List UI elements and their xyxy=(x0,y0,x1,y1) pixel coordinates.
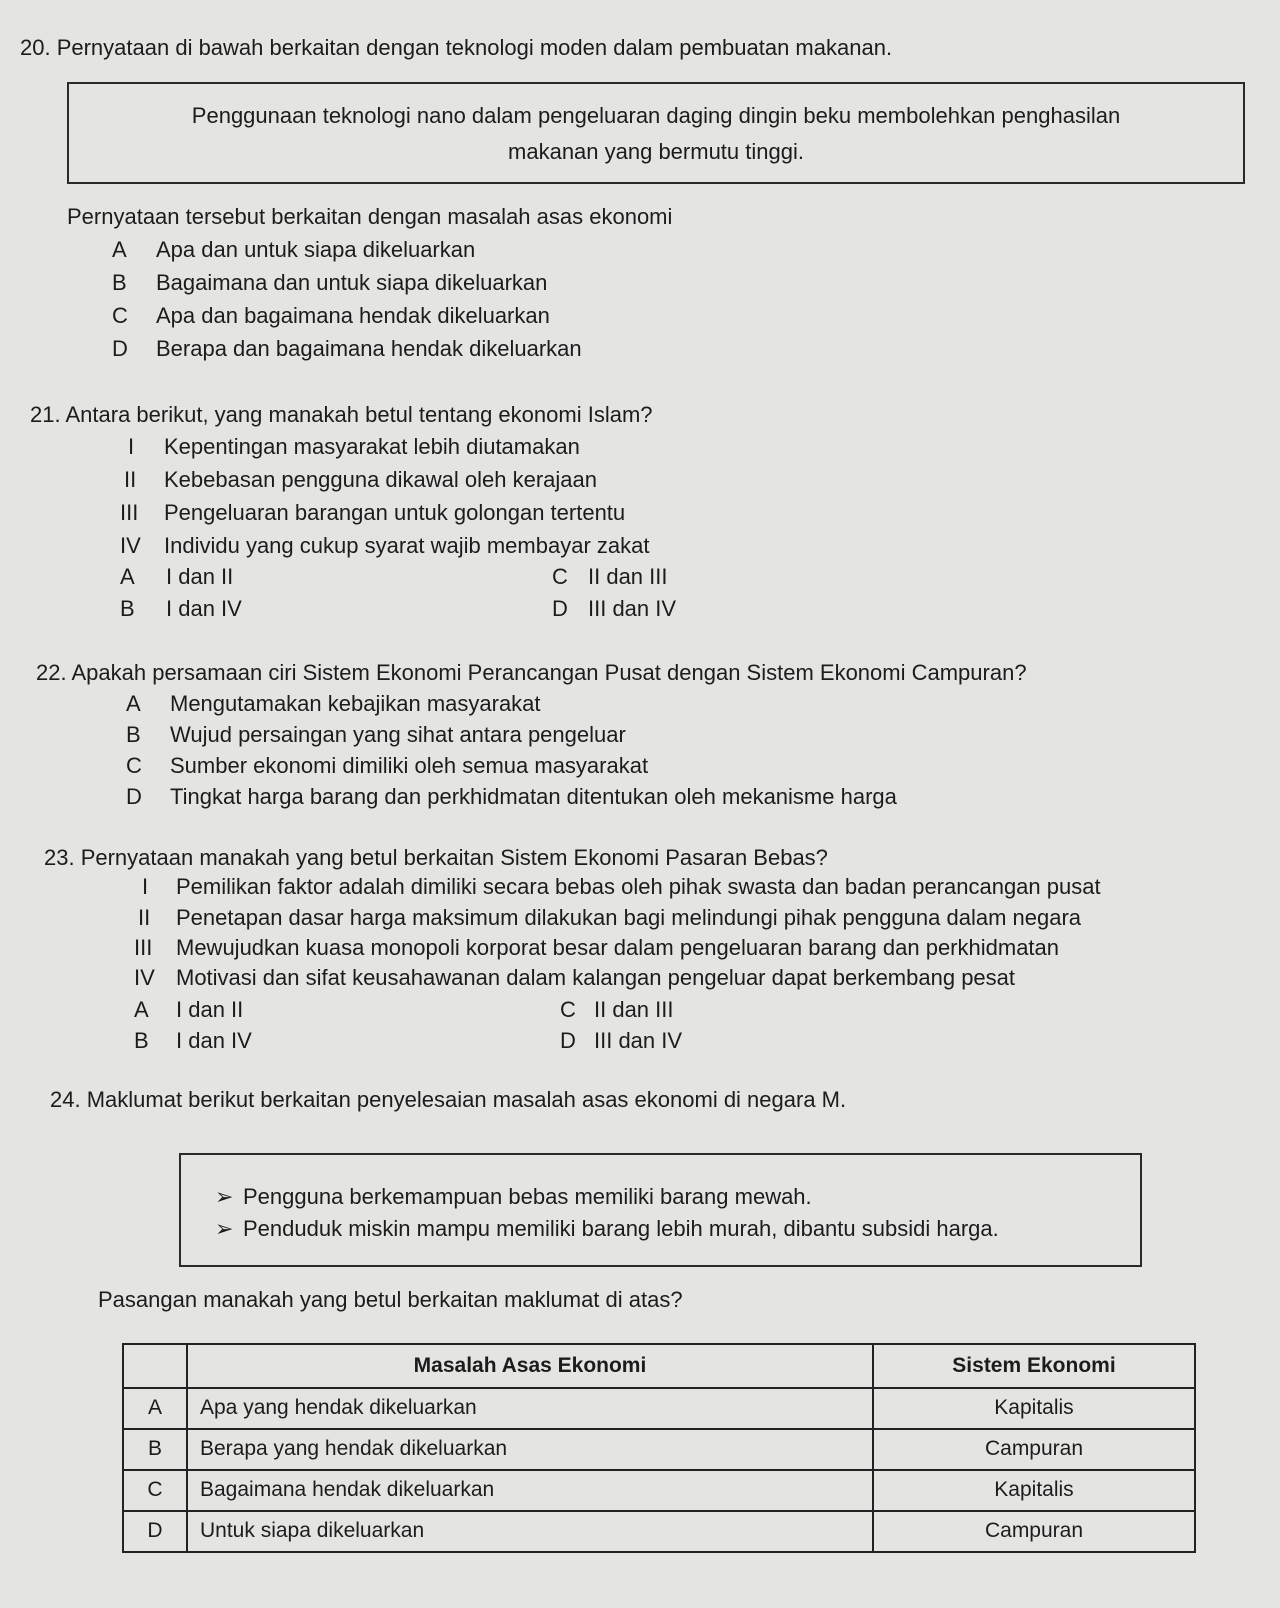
row-letter: B xyxy=(123,1429,187,1470)
option-text: III dan IV xyxy=(594,1028,683,1053)
q21-option-b[interactable] xyxy=(120,595,242,623)
row-letter: C xyxy=(123,1470,187,1511)
question-23-title: 23. Pernyataan manakah yang betul berkaitan Sistem Ekonomi Pasaran Bebas? xyxy=(44,845,828,870)
q20-option-d[interactable] xyxy=(112,335,582,363)
option-text: Mengutamakan kebajikan masyarakat xyxy=(170,691,541,716)
row-problem: Berapa yang hendak dikeluarkan xyxy=(187,1429,873,1470)
q22-option-a[interactable] xyxy=(126,690,541,718)
row-system: Kapitalis xyxy=(873,1470,1195,1511)
option-letter: A xyxy=(120,564,135,589)
statement-text: Pemilikan faktor adalah dimiliki secara bebas oleh pihak swasta dan badan perancangan pusat xyxy=(176,874,1101,899)
statement-text: Pengeluaran barangan untuk golongan tertentu xyxy=(164,500,626,525)
statement-text: Mewujudkan kuasa monopoli korporat besar dalam pengeluaran barang dan perkhidmatan xyxy=(176,935,1060,960)
row-letter: A xyxy=(123,1388,187,1429)
q20-option-a[interactable] xyxy=(112,236,475,264)
q23-option-c[interactable] xyxy=(560,996,674,1024)
table-row-a[interactable] xyxy=(123,1388,1195,1429)
statement-line-2: makanan yang bermutu tinggi. xyxy=(508,139,804,164)
q23-option-d[interactable] xyxy=(560,1027,682,1055)
q23-option-a[interactable] xyxy=(134,996,243,1024)
q20-option-c[interactable] xyxy=(112,302,550,330)
q21-statement-iv xyxy=(120,532,649,560)
question-20-title: 20. Pernyataan di bawah berkaitan dengan teknologi moden dalam pembuatan makanan. xyxy=(20,35,893,60)
q20-option-b[interactable] xyxy=(112,269,547,297)
option-letter: C xyxy=(126,753,142,778)
statement-text: Kepentingan masyarakat lebih diutamakan xyxy=(164,434,580,459)
option-letter: B xyxy=(126,722,141,747)
option-letter: A xyxy=(134,997,149,1022)
q23-statement-ii xyxy=(138,904,1081,932)
option-text: II dan III xyxy=(594,997,674,1022)
q23-option-b[interactable] xyxy=(134,1027,252,1055)
table-row-c[interactable] xyxy=(123,1470,1195,1511)
option-letter: C xyxy=(552,564,568,589)
info-bullet-1 xyxy=(215,1183,812,1211)
option-letter: D xyxy=(552,596,568,621)
header-system: Sistem Ekonomi xyxy=(873,1344,1195,1388)
row-system: Kapitalis xyxy=(873,1388,1195,1429)
table-row-b[interactable] xyxy=(123,1429,1195,1470)
option-text: Apa dan untuk siapa dikeluarkan xyxy=(156,237,476,262)
option-letter: C xyxy=(112,303,128,328)
question-21-title: 21. Antara berikut, yang manakah betul tentang ekonomi Islam? xyxy=(30,402,653,427)
option-text: I dan II xyxy=(166,564,234,589)
question-24-stem: Pasangan manakah yang betul berkaitan maklumat di atas? xyxy=(98,1287,683,1312)
bullet-text: Penduduk miskin mampu memiliki barang lebih murah, dibantu subsidi harga. xyxy=(243,1216,999,1241)
q21-statement-iii xyxy=(120,499,625,527)
option-letter: D xyxy=(126,784,142,809)
option-text: Apa dan bagaimana hendak dikeluarkan xyxy=(156,303,550,328)
option-letter: A xyxy=(112,237,127,262)
question-24-title: 24. Maklumat berikut berkaitan penyelesaian masalah asas ekonomi di negara M. xyxy=(50,1087,847,1112)
statement-number: I xyxy=(128,434,135,459)
option-text: III dan IV xyxy=(588,596,677,621)
statement-number: II xyxy=(138,905,151,930)
table-header-row xyxy=(123,1344,1195,1388)
arrow-bullet-icon: ➢ xyxy=(215,1184,234,1209)
header-problem: Masalah Asas Ekonomi xyxy=(187,1344,873,1388)
q21-statement-i xyxy=(128,433,580,461)
q21-statement-ii xyxy=(124,466,597,494)
row-system: Campuran xyxy=(873,1511,1195,1552)
q22-option-b[interactable] xyxy=(126,721,626,749)
option-letter: D xyxy=(560,1028,576,1053)
arrow-bullet-icon: ➢ xyxy=(215,1216,234,1241)
info-bullet-2 xyxy=(215,1215,999,1243)
option-text: Tingkat harga barang dan perkhidmatan ditentukan oleh mekanisme harga xyxy=(170,784,897,809)
q23-statement-i xyxy=(142,873,1101,901)
q21-option-c[interactable] xyxy=(552,563,668,591)
q21-option-d[interactable] xyxy=(552,595,676,623)
q22-option-d[interactable] xyxy=(126,783,897,811)
statement-text: Kebebasan pengguna dikawal oleh kerajaan xyxy=(164,467,598,492)
option-text: I dan IV xyxy=(176,1028,252,1053)
option-text: Berapa dan bagaimana hendak dikeluarkan xyxy=(156,336,582,361)
option-letter: B xyxy=(134,1028,149,1053)
row-problem: Bagaimana hendak dikeluarkan xyxy=(187,1470,873,1511)
option-text: I dan II xyxy=(176,997,244,1022)
table-row-d[interactable] xyxy=(123,1511,1195,1552)
question-20-stem: Pernyataan tersebut berkaitan dengan masalah asas ekonomi xyxy=(67,204,673,229)
answer-table xyxy=(122,1343,1196,1553)
bullet-text: Pengguna berkemampuan bebas memiliki barang mewah. xyxy=(243,1184,812,1209)
option-text: Bagaimana dan untuk siapa dikeluarkan xyxy=(156,270,548,295)
statement-text: Individu yang cukup syarat wajib membayar zakat xyxy=(164,533,650,558)
row-system: Campuran xyxy=(873,1429,1195,1470)
statement-text: Penetapan dasar harga maksimum dilakukan bagi melindungi pihak pengguna dalam negara xyxy=(176,905,1082,930)
row-problem: Untuk siapa dikeluarkan xyxy=(187,1511,873,1552)
option-text: II dan III xyxy=(588,564,668,589)
option-text: I dan IV xyxy=(166,596,242,621)
q23-statement-iii xyxy=(134,934,1059,962)
row-letter: D xyxy=(123,1511,187,1552)
statement-text: Motivasi dan sifat keusahawanan dalam kalangan pengeluar dapat berkembang pesat xyxy=(176,965,1016,990)
option-letter: B xyxy=(120,596,135,621)
header-letter xyxy=(123,1344,187,1388)
row-problem: Apa yang hendak dikeluarkan xyxy=(187,1388,873,1429)
statement-number: I xyxy=(142,874,149,899)
option-text: Wujud persaingan yang sihat antara pengeluar xyxy=(170,722,626,747)
q21-option-a[interactable] xyxy=(120,563,233,591)
option-letter: D xyxy=(112,336,128,361)
option-letter: B xyxy=(112,270,127,295)
q23-statement-iv xyxy=(134,964,1015,992)
statement-number: IV xyxy=(120,533,141,558)
option-letter: C xyxy=(560,997,576,1022)
question-20-statement-box xyxy=(67,82,1245,184)
statement-number: III xyxy=(134,935,153,960)
statement-number: II xyxy=(124,467,137,492)
question-22-title: 22. Apakah persamaan ciri Sistem Ekonomi Perancangan Pusat dengan Sistem Ekonomi Campuran? xyxy=(36,660,1027,685)
statement-number: III xyxy=(120,500,139,525)
statement-line-1: Penggunaan teknologi nano dalam pengeluaran daging dingin beku membolehkan penghasilan xyxy=(191,103,1121,128)
option-text: Sumber ekonomi dimiliki oleh semua masyarakat xyxy=(170,753,649,778)
question-24-info-box xyxy=(179,1153,1142,1267)
statement-number: IV xyxy=(134,965,155,990)
option-letter: A xyxy=(126,691,141,716)
q22-option-c[interactable] xyxy=(126,752,648,780)
